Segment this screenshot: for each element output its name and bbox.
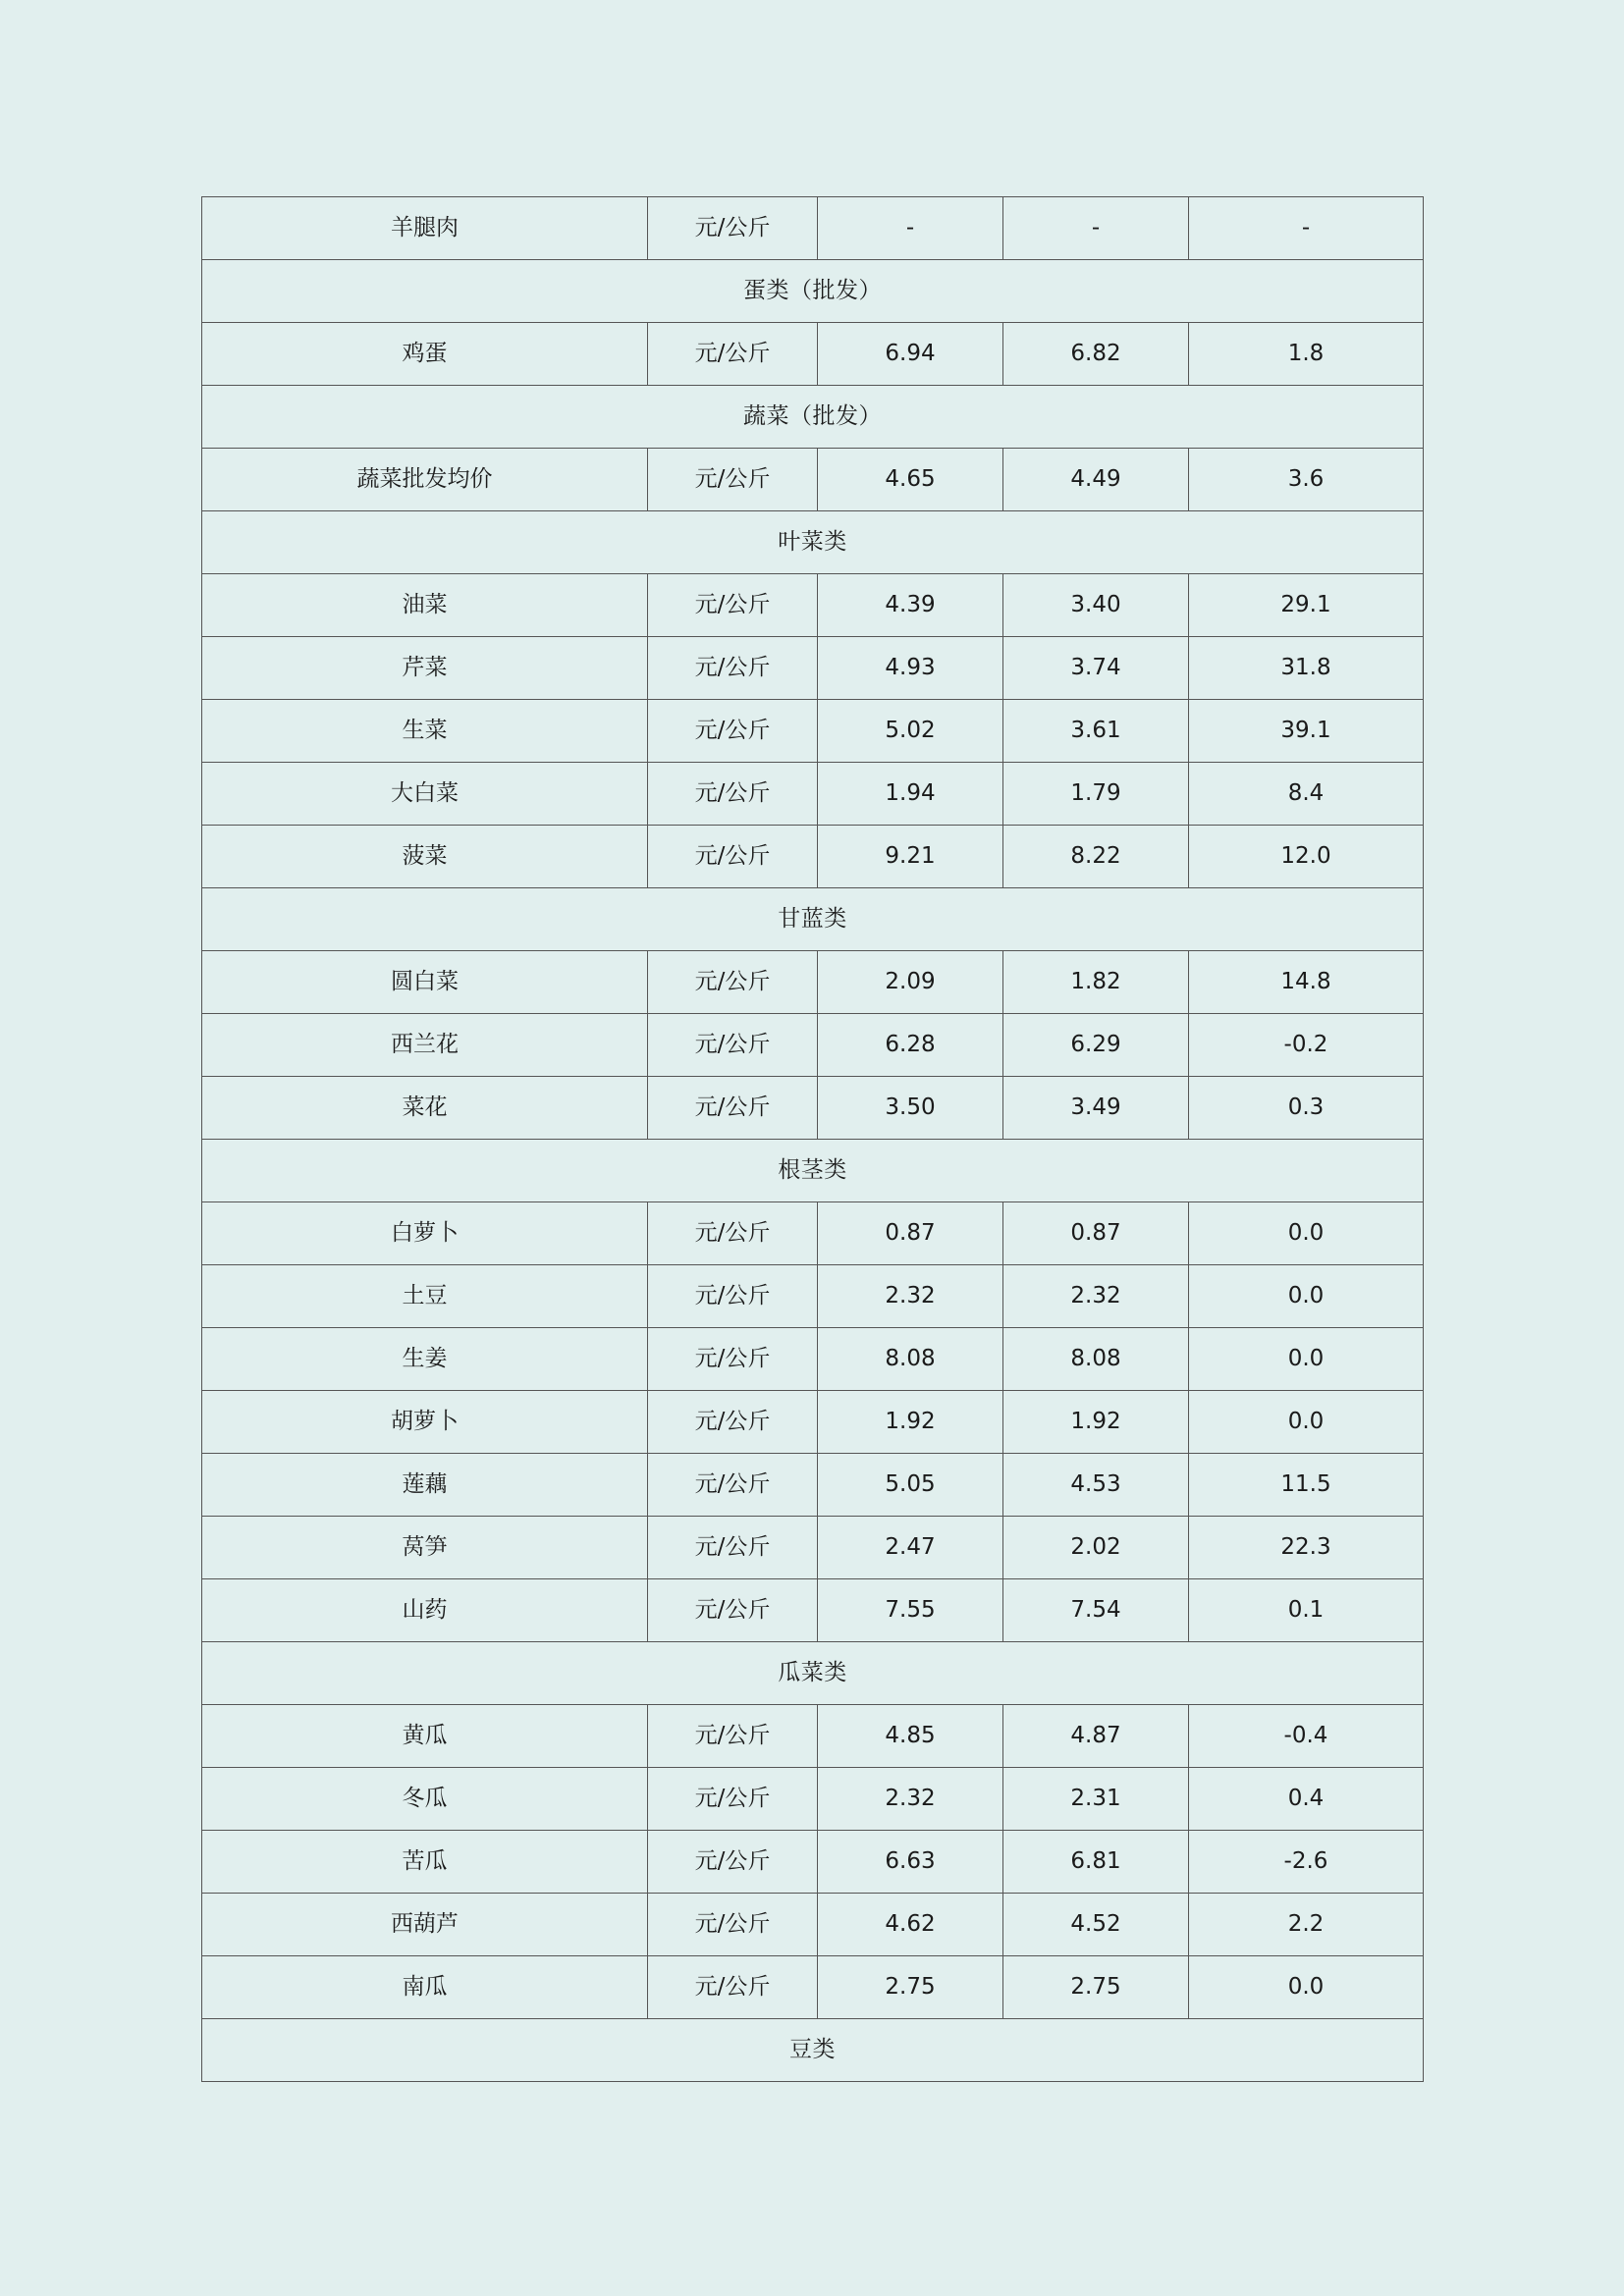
unit-cell: 元/公斤 bbox=[648, 826, 818, 888]
previous-price-cell: 6.29 bbox=[1003, 1014, 1189, 1077]
change-percent-cell: 2.2 bbox=[1189, 1894, 1424, 1956]
previous-price-cell: 7.54 bbox=[1003, 1579, 1189, 1642]
current-price-cell: 4.39 bbox=[818, 574, 1003, 637]
current-price-cell: 4.65 bbox=[818, 449, 1003, 511]
previous-price-cell: 1.79 bbox=[1003, 763, 1189, 826]
item-name-cell: 西葫芦 bbox=[202, 1894, 648, 1956]
table-row bbox=[202, 637, 1424, 700]
table-row bbox=[202, 449, 1424, 511]
previous-price-cell: 3.40 bbox=[1003, 574, 1189, 637]
change-percent-cell: 29.1 bbox=[1189, 574, 1424, 637]
category-row bbox=[202, 2019, 1424, 2082]
item-name-cell: 圆白菜 bbox=[202, 951, 648, 1014]
unit-cell: 元/公斤 bbox=[648, 1768, 818, 1831]
category-label: 豆类 bbox=[202, 2019, 1424, 2082]
price-table bbox=[201, 196, 1424, 2082]
change-percent-cell: 31.8 bbox=[1189, 637, 1424, 700]
change-percent-cell: 0.0 bbox=[1189, 1265, 1424, 1328]
current-price-cell: 5.05 bbox=[818, 1454, 1003, 1517]
category-label: 根茎类 bbox=[202, 1140, 1424, 1202]
item-name-cell: 土豆 bbox=[202, 1265, 648, 1328]
current-price-cell: 5.02 bbox=[818, 700, 1003, 763]
table-row bbox=[202, 323, 1424, 386]
table-row bbox=[202, 1014, 1424, 1077]
change-percent-cell: 11.5 bbox=[1189, 1454, 1424, 1517]
unit-cell: 元/公斤 bbox=[648, 1894, 818, 1956]
item-name-cell: 苦瓜 bbox=[202, 1831, 648, 1894]
category-row bbox=[202, 511, 1424, 574]
unit-cell: 元/公斤 bbox=[648, 1014, 818, 1077]
table-row bbox=[202, 1956, 1424, 2019]
previous-price-cell: 2.32 bbox=[1003, 1265, 1189, 1328]
item-name-cell: 莴笋 bbox=[202, 1517, 648, 1579]
current-price-cell: 2.47 bbox=[818, 1517, 1003, 1579]
previous-price-cell: 3.61 bbox=[1003, 700, 1189, 763]
unit-cell: 元/公斤 bbox=[648, 1265, 818, 1328]
item-name-cell: 白萝卜 bbox=[202, 1202, 648, 1265]
unit-cell: 元/公斤 bbox=[648, 574, 818, 637]
table-row bbox=[202, 1831, 1424, 1894]
item-name-cell: 蔬菜批发均价 bbox=[202, 449, 648, 511]
previous-price-cell: 6.82 bbox=[1003, 323, 1189, 386]
unit-cell: 元/公斤 bbox=[648, 700, 818, 763]
table-row bbox=[202, 1768, 1424, 1831]
table-row bbox=[202, 1077, 1424, 1140]
unit-cell: 元/公斤 bbox=[648, 197, 818, 260]
unit-cell: 元/公斤 bbox=[648, 763, 818, 826]
previous-price-cell: 1.92 bbox=[1003, 1391, 1189, 1454]
change-percent-cell: -0.2 bbox=[1189, 1014, 1424, 1077]
current-price-cell: 6.63 bbox=[818, 1831, 1003, 1894]
item-name-cell: 西兰花 bbox=[202, 1014, 648, 1077]
table-row bbox=[202, 1391, 1424, 1454]
previous-price-cell: 6.81 bbox=[1003, 1831, 1189, 1894]
current-price-cell: 0.87 bbox=[818, 1202, 1003, 1265]
unit-cell: 元/公斤 bbox=[648, 1831, 818, 1894]
table-row bbox=[202, 1454, 1424, 1517]
table-row bbox=[202, 197, 1424, 260]
category-label: 叶菜类 bbox=[202, 511, 1424, 574]
change-percent-cell: 14.8 bbox=[1189, 951, 1424, 1014]
change-percent-cell: 0.3 bbox=[1189, 1077, 1424, 1140]
item-name-cell: 菜花 bbox=[202, 1077, 648, 1140]
category-label: 蛋类（批发） bbox=[202, 260, 1424, 323]
category-row bbox=[202, 888, 1424, 951]
current-price-cell: 9.21 bbox=[818, 826, 1003, 888]
item-name-cell: 黄瓜 bbox=[202, 1705, 648, 1768]
previous-price-cell: 8.22 bbox=[1003, 826, 1189, 888]
table-row bbox=[202, 700, 1424, 763]
unit-cell: 元/公斤 bbox=[648, 1956, 818, 2019]
unit-cell: 元/公斤 bbox=[648, 1517, 818, 1579]
unit-cell: 元/公斤 bbox=[648, 637, 818, 700]
previous-price-cell: 4.53 bbox=[1003, 1454, 1189, 1517]
table-row bbox=[202, 1328, 1424, 1391]
unit-cell: 元/公斤 bbox=[648, 323, 818, 386]
previous-price-cell: 2.02 bbox=[1003, 1517, 1189, 1579]
table-row bbox=[202, 826, 1424, 888]
category-row bbox=[202, 260, 1424, 323]
item-name-cell: 胡萝卜 bbox=[202, 1391, 648, 1454]
unit-cell: 元/公斤 bbox=[648, 1077, 818, 1140]
unit-cell: 元/公斤 bbox=[648, 449, 818, 511]
change-percent-cell: 39.1 bbox=[1189, 700, 1424, 763]
change-percent-cell: 0.0 bbox=[1189, 1328, 1424, 1391]
item-name-cell: 南瓜 bbox=[202, 1956, 648, 2019]
change-percent-cell: 1.8 bbox=[1189, 323, 1424, 386]
table-row bbox=[202, 574, 1424, 637]
item-name-cell: 鸡蛋 bbox=[202, 323, 648, 386]
current-price-cell: 2.32 bbox=[818, 1768, 1003, 1831]
category-row bbox=[202, 1642, 1424, 1705]
unit-cell: 元/公斤 bbox=[648, 1391, 818, 1454]
current-price-cell: 8.08 bbox=[818, 1328, 1003, 1391]
current-price-cell: 4.85 bbox=[818, 1705, 1003, 1768]
change-percent-cell: 0.0 bbox=[1189, 1956, 1424, 2019]
current-price-cell: 1.92 bbox=[818, 1391, 1003, 1454]
item-name-cell: 芹菜 bbox=[202, 637, 648, 700]
table-row bbox=[202, 1579, 1424, 1642]
unit-cell: 元/公斤 bbox=[648, 951, 818, 1014]
unit-cell: 元/公斤 bbox=[648, 1579, 818, 1642]
current-price-cell: 6.94 bbox=[818, 323, 1003, 386]
item-name-cell: 大白菜 bbox=[202, 763, 648, 826]
previous-price-cell: 3.49 bbox=[1003, 1077, 1189, 1140]
unit-cell: 元/公斤 bbox=[648, 1454, 818, 1517]
item-name-cell: 羊腿肉 bbox=[202, 197, 648, 260]
current-price-cell: 1.94 bbox=[818, 763, 1003, 826]
category-row bbox=[202, 386, 1424, 449]
change-percent-cell: -0.4 bbox=[1189, 1705, 1424, 1768]
current-price-cell: 4.93 bbox=[818, 637, 1003, 700]
change-percent-cell: 0.0 bbox=[1189, 1391, 1424, 1454]
change-percent-cell: 22.3 bbox=[1189, 1517, 1424, 1579]
change-percent-cell: 0.1 bbox=[1189, 1579, 1424, 1642]
category-label: 瓜菜类 bbox=[202, 1642, 1424, 1705]
previous-price-cell: 1.82 bbox=[1003, 951, 1189, 1014]
current-price-cell: 6.28 bbox=[818, 1014, 1003, 1077]
item-name-cell: 山药 bbox=[202, 1579, 648, 1642]
unit-cell: 元/公斤 bbox=[648, 1328, 818, 1391]
change-percent-cell: - bbox=[1189, 197, 1424, 260]
table-row bbox=[202, 1265, 1424, 1328]
item-name-cell: 冬瓜 bbox=[202, 1768, 648, 1831]
unit-cell: 元/公斤 bbox=[648, 1202, 818, 1265]
current-price-cell: 2.75 bbox=[818, 1956, 1003, 2019]
previous-price-cell: 8.08 bbox=[1003, 1328, 1189, 1391]
previous-price-cell: 4.52 bbox=[1003, 1894, 1189, 1956]
category-row bbox=[202, 1140, 1424, 1202]
table-row bbox=[202, 1202, 1424, 1265]
category-label: 甘蓝类 bbox=[202, 888, 1424, 951]
table-row bbox=[202, 1517, 1424, 1579]
table-row bbox=[202, 1705, 1424, 1768]
change-percent-cell: -2.6 bbox=[1189, 1831, 1424, 1894]
previous-price-cell: - bbox=[1003, 197, 1189, 260]
item-name-cell: 菠菜 bbox=[202, 826, 648, 888]
table-row bbox=[202, 951, 1424, 1014]
table-row bbox=[202, 1894, 1424, 1956]
change-percent-cell: 8.4 bbox=[1189, 763, 1424, 826]
unit-cell: 元/公斤 bbox=[648, 1705, 818, 1768]
current-price-cell: 2.09 bbox=[818, 951, 1003, 1014]
item-name-cell: 生菜 bbox=[202, 700, 648, 763]
current-price-cell: 7.55 bbox=[818, 1579, 1003, 1642]
change-percent-cell: 12.0 bbox=[1189, 826, 1424, 888]
previous-price-cell: 2.75 bbox=[1003, 1956, 1189, 2019]
item-name-cell: 莲藕 bbox=[202, 1454, 648, 1517]
category-label: 蔬菜（批发） bbox=[202, 386, 1424, 449]
table-body bbox=[202, 197, 1424, 2082]
item-name-cell: 生姜 bbox=[202, 1328, 648, 1391]
current-price-cell: - bbox=[818, 197, 1003, 260]
current-price-cell: 3.50 bbox=[818, 1077, 1003, 1140]
change-percent-cell: 0.4 bbox=[1189, 1768, 1424, 1831]
previous-price-cell: 2.31 bbox=[1003, 1768, 1189, 1831]
previous-price-cell: 3.74 bbox=[1003, 637, 1189, 700]
table-row bbox=[202, 763, 1424, 826]
current-price-cell: 4.62 bbox=[818, 1894, 1003, 1956]
item-name-cell: 油菜 bbox=[202, 574, 648, 637]
previous-price-cell: 0.87 bbox=[1003, 1202, 1189, 1265]
change-percent-cell: 0.0 bbox=[1189, 1202, 1424, 1265]
current-price-cell: 2.32 bbox=[818, 1265, 1003, 1328]
previous-price-cell: 4.87 bbox=[1003, 1705, 1189, 1768]
change-percent-cell: 3.6 bbox=[1189, 449, 1424, 511]
previous-price-cell: 4.49 bbox=[1003, 449, 1189, 511]
